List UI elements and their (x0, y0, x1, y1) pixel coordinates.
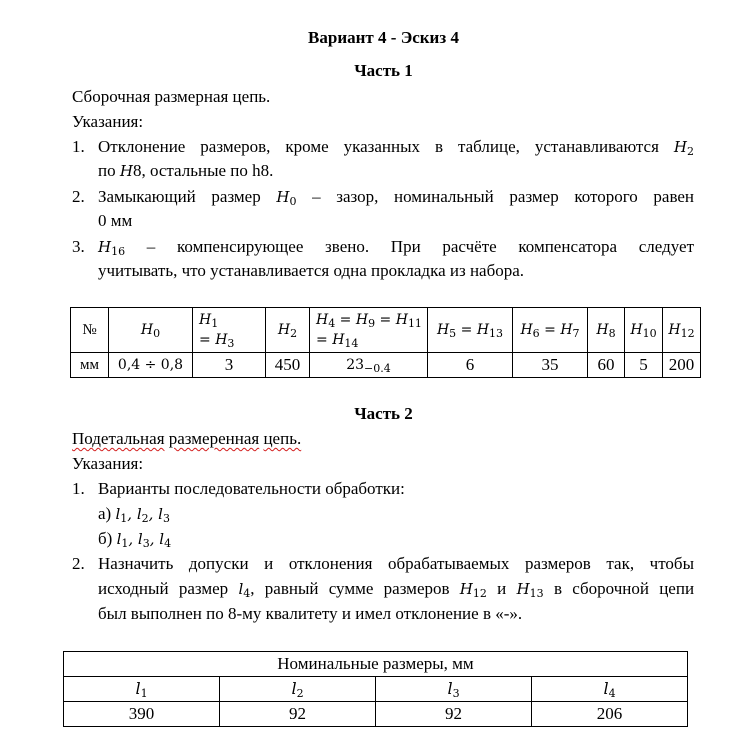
list-item-line: учитывать, что устанавливается одна прокладка из набора. (98, 261, 525, 280)
table-header-cell: $l_2$ (220, 677, 376, 702)
math-variable: H (119, 162, 133, 180)
spellcheck-word[interactable]: Подетальная (72, 429, 165, 448)
table-row (71, 353, 701, 378)
math-variable: $l_1$, $l_2$, $l_3$ (115, 505, 170, 525)
table-cell-unit: мм (71, 353, 109, 378)
list-number: 2. (72, 187, 85, 206)
list-item-line: был выполнен по 8-му квалитету и имел отклонение в «-». (98, 604, 523, 623)
table-header-cell: $H_4 = H_9 = H_{11}$ = $H_{14}$ (310, 308, 428, 353)
table-header-cell: $H_6 = H_7$ (513, 308, 588, 353)
math-variable: $H_{16}$ (98, 238, 126, 258)
table-cell: 92 (220, 702, 376, 727)
table-header-cell: $H_1$ = $H_3$ (193, 308, 266, 353)
list-item-line (98, 187, 694, 207)
table-header-cell: $H_{10}$ (625, 308, 663, 353)
table-header-cell: $H_2$ (266, 308, 310, 353)
table-cell: 450 (266, 353, 310, 378)
list-item-line (98, 161, 273, 181)
list-item-text: по (98, 161, 120, 180)
part1-instructions-label: Указания: (72, 112, 144, 131)
table-caption-row (64, 652, 688, 677)
math-variable: $l_1$, $l_3$, $l_4$ (116, 530, 172, 550)
table-header-row (64, 677, 688, 702)
table-cell: 3 (193, 353, 266, 378)
table-cell: 390 (64, 702, 220, 727)
table-header-cell: $l_4$ (532, 677, 688, 702)
list-number: 2. (72, 554, 85, 573)
list-item-text: Варианты последовательности обработки: (98, 479, 405, 498)
table-header-cell: $H_5 = H_{13}$ (428, 308, 513, 353)
list-item-line: 0 мм (98, 211, 133, 230)
part1-subtitle: Сборочная размерная цепь. (72, 87, 271, 106)
dimensions-table-part1 (70, 307, 701, 378)
math-variable: $l_4$ (238, 580, 251, 600)
math-variable: $H_2$ (673, 138, 695, 158)
list-number: 1. (72, 137, 85, 156)
table-cell: 5 (625, 353, 663, 378)
table-header-row (71, 308, 701, 353)
table-cell: 206 (532, 702, 688, 727)
math-variable: $H_0$ (276, 188, 297, 208)
option-label: а) (98, 504, 112, 523)
list-item-text: , равный сумме размеров (250, 579, 450, 598)
list-item-text: – зазор, номинальный размер которого равен (312, 187, 695, 206)
table-cell: 200 (663, 353, 701, 378)
list-item-line (98, 237, 694, 257)
list-item-text: Замыкающий размер (98, 187, 261, 206)
math-variable: $H_{12}$ (459, 580, 487, 600)
table-header-cell: $l_3$ (376, 677, 532, 702)
math-variable: $H_{13}$ (516, 580, 544, 600)
table-cell: $23_{-0.4}$ (310, 353, 428, 378)
nominal-sizes-table (63, 651, 688, 727)
table-cell: 60 (588, 353, 625, 378)
table-header-cell: $H_8$ (588, 308, 625, 353)
sub-option-b (98, 529, 171, 549)
document-title: Вариант 4 - Эскиз 4 (308, 28, 459, 47)
list-item-text: 8, остальные по h8. (132, 161, 274, 180)
sub-option-a (98, 504, 170, 524)
table-caption: Номинальные размеры, мм (64, 652, 688, 677)
table-cell: 0,4 ÷ 0,8 (109, 353, 193, 378)
option-label: б) (98, 529, 113, 548)
table-header-cell: $H_0$ (109, 308, 193, 353)
part2-instructions-label: Указания: (72, 454, 144, 473)
list-item-text: исходный размер (98, 579, 229, 598)
list-item-text: в сборочной цепи (553, 579, 695, 598)
list-item-text: – компенсирующее звено. При расчёте компенсатора следует (146, 237, 695, 256)
part2-subtitle (72, 429, 301, 449)
table-cell: 6 (428, 353, 513, 378)
table-header-cell: № (71, 308, 109, 353)
list-item-text: и (497, 579, 507, 598)
list-number: 3. (72, 237, 85, 256)
table-header-cell: $H_{12}$ (663, 308, 701, 353)
table-header-cell: $l_1$ (64, 677, 220, 702)
table-cell: 35 (513, 353, 588, 378)
table-cell: 92 (376, 702, 532, 727)
list-number: 1. (72, 479, 85, 498)
list-item-line: Назначить допуски и отклонения обрабатываемых размеров так, чтобы (98, 554, 694, 573)
list-item-line (98, 137, 694, 157)
part1-heading: Часть 1 (354, 61, 413, 80)
table-row (64, 702, 688, 727)
spellcheck-word[interactable]: размеренная (168, 429, 260, 448)
part2-heading: Часть 2 (354, 404, 413, 423)
spellcheck-word[interactable]: цепь. (263, 429, 302, 448)
list-item-text: Отклонение размеров, кроме указанных в таблице, устанавливаются (98, 137, 659, 156)
list-item-line (98, 579, 694, 599)
